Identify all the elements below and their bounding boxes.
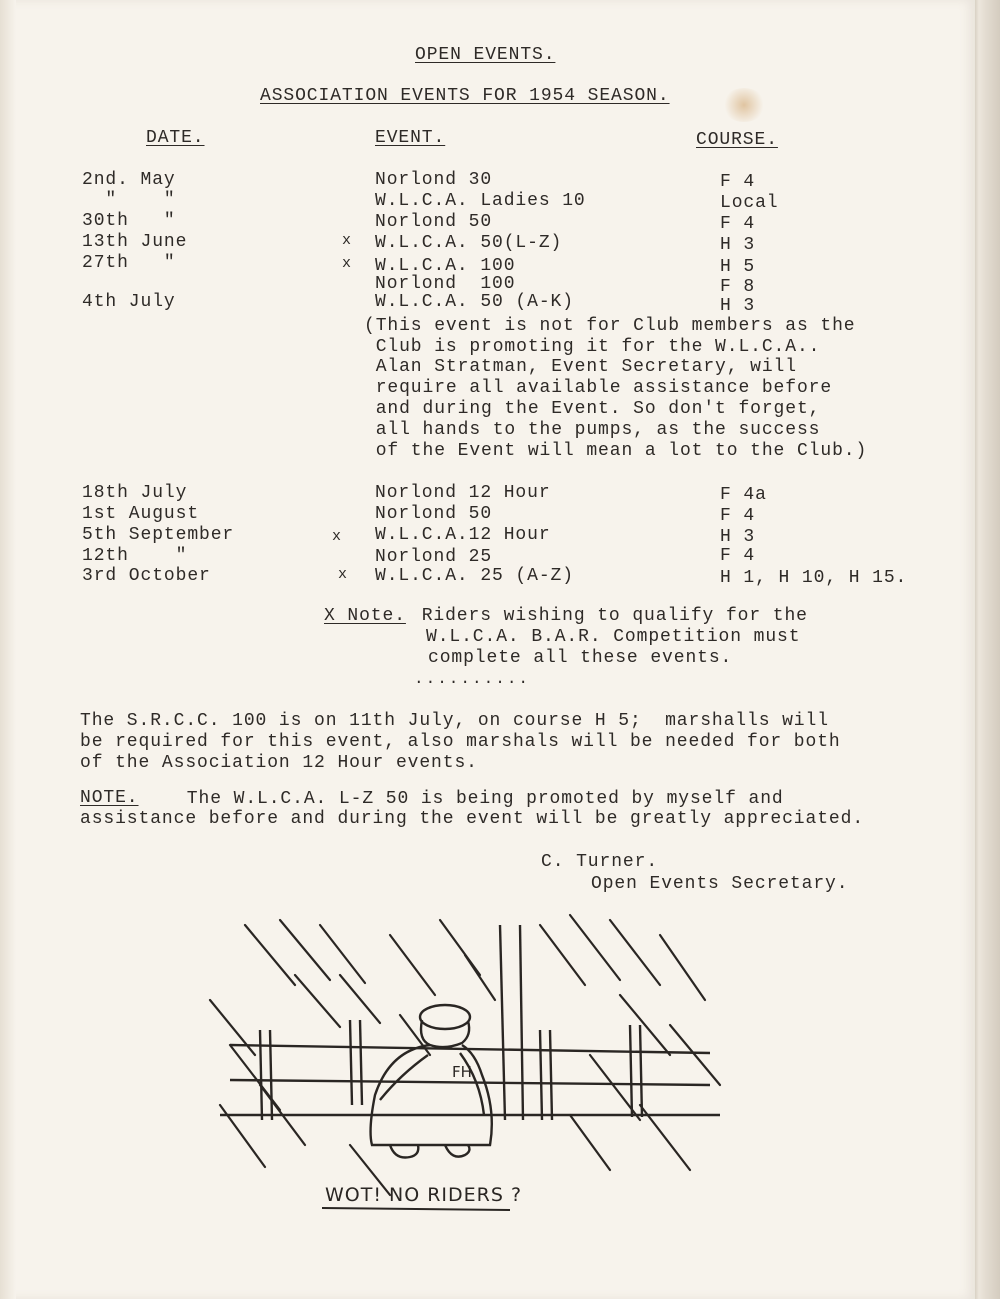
event-name: Norlond 50 <box>375 504 493 524</box>
event-name: W.L.C.A. 50 (A-K) <box>375 292 574 312</box>
x-note-line: Riders wishing to qualify for the <box>410 606 808 626</box>
x-mark: x <box>332 528 342 545</box>
note-line: require all available assistance before <box>364 378 833 398</box>
event-date: 2nd. May <box>82 170 176 190</box>
event-course: H 1, H 10, H 15. <box>720 568 908 588</box>
event-date: 13th June <box>82 232 188 252</box>
event-name: Norlond 30 <box>375 170 493 190</box>
x-note-label: X Note. <box>324 606 406 626</box>
rain-cartoon-drawing <box>190 905 750 1225</box>
event-name: Norlond 25 <box>375 547 493 567</box>
event-name: Norlond 50 <box>375 212 493 232</box>
event-date: 4th July <box>82 292 176 312</box>
x-note-line: complete all these events. <box>428 648 733 668</box>
event-date: 3rd October <box>82 566 211 586</box>
cartoon-badge: FH <box>452 1063 472 1081</box>
event-course: F 4 <box>720 506 756 526</box>
event-name: W.L.C.A.12 Hour <box>375 525 551 545</box>
note-line: Club is promoting it for the W.L.C.A.. <box>364 337 821 357</box>
event-course: F 8 <box>720 277 756 297</box>
event-name: W.L.C.A. Ladies 10 <box>375 191 586 211</box>
note-line: all hands to the pumps, as the success <box>364 420 821 440</box>
event-date: 30th " <box>82 211 176 231</box>
x-mark: x <box>342 232 352 249</box>
note-line: assistance before and during the event will be greatly appreciated. <box>80 809 865 829</box>
event-course: F 4 <box>720 172 756 192</box>
fence <box>220 925 720 1120</box>
dotted-separator: .......... <box>414 670 531 688</box>
note-line: Alan Stratman, Event Secretary, will <box>364 357 797 377</box>
event-name: W.L.C.A. 100 <box>375 256 516 276</box>
event-course: Local <box>720 193 779 213</box>
paragraph-line: be required for this event, also marshals will be needed for both <box>80 732 841 752</box>
event-date: 5th September <box>82 525 235 545</box>
event-name: Norlond 12 Hour <box>375 483 551 503</box>
header-course: COURSE. <box>696 130 778 150</box>
event-course: H 3 <box>720 296 756 316</box>
event-date: 12th " <box>82 546 188 566</box>
event-course: F 4 <box>720 214 756 234</box>
event-date: 27th " <box>82 253 176 273</box>
event-course: H 5 <box>720 257 756 277</box>
event-name: W.L.C.A. 25 (A-Z) <box>375 566 574 586</box>
note-line: of the Event will mean a lot to the Club.) <box>364 441 868 461</box>
note-label: NOTE. <box>80 788 139 808</box>
event-date: 18th July <box>82 483 188 503</box>
event-date: " " <box>82 190 176 210</box>
event-course: H 3 <box>720 527 756 547</box>
page-subtitle: ASSOCIATION EVENTS FOR 1954 SEASON. <box>260 86 670 106</box>
x-note-line: W.L.C.A. B.A.R. Competition must <box>426 627 801 647</box>
event-name: Norlond 100 <box>375 274 516 294</box>
signature-name: C. Turner. <box>541 852 659 872</box>
signature-role: Open Events Secretary. <box>591 874 849 894</box>
rain-streaks <box>210 915 720 1195</box>
event-course: H 3 <box>720 235 756 255</box>
x-mark: x <box>338 566 348 583</box>
page-left-edge <box>0 0 16 1299</box>
note-line: and during the Event. So don't forget, <box>364 399 821 419</box>
paragraph-line: The S.R.C.C. 100 is on 11th July, on course H 5; marshalls will <box>80 711 829 731</box>
event-date: 1st August <box>82 504 200 524</box>
event-course: F 4a <box>720 485 767 505</box>
cartoon-caption: WOT! NO RIDERS ? <box>325 1184 523 1206</box>
page-title: OPEN EVENTS. <box>415 45 556 65</box>
page-right-edge <box>975 0 1000 1299</box>
event-course: F 4 <box>720 546 756 566</box>
event-name: W.L.C.A. 50(L-Z) <box>375 233 563 253</box>
paragraph-line: of the Association 12 Hour events. <box>80 753 478 773</box>
caption-underline <box>322 1208 510 1210</box>
note-line: (This event is not for Club members as the <box>364 316 856 336</box>
note-line: The W.L.C.A. L-Z 50 is being promoted by myself and <box>140 789 784 809</box>
header-event: EVENT. <box>375 128 446 148</box>
paper-stain <box>722 88 766 122</box>
header-date: DATE. <box>146 128 205 148</box>
x-mark: x <box>342 255 352 272</box>
